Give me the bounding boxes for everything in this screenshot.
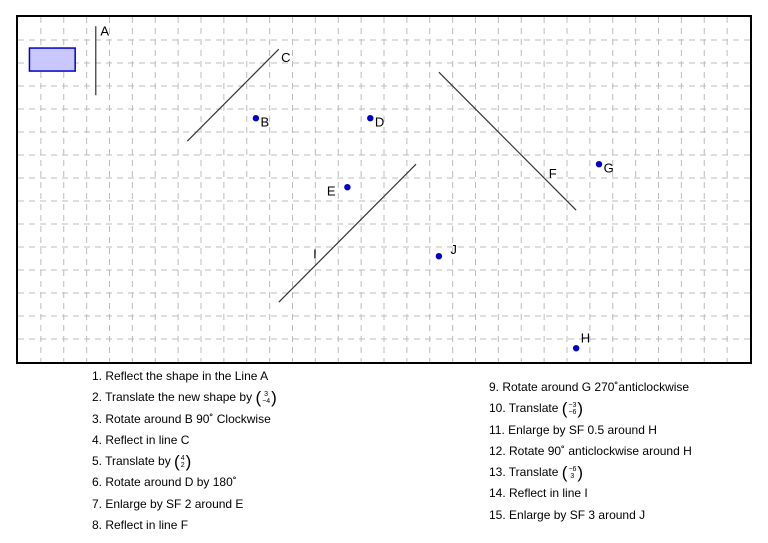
column-vector: ( −6 3 ) bbox=[561, 463, 584, 483]
instruction-item bbox=[92, 451, 277, 472]
instruction-text: 14. Reflect in line I bbox=[489, 486, 588, 501]
vector-bottom: 3 bbox=[570, 473, 575, 481]
point-label-b: B bbox=[260, 114, 270, 130]
instruction-text: 6. Rotate around D by 180˚ bbox=[92, 475, 237, 490]
point-j bbox=[436, 253, 442, 259]
line-label-f: F bbox=[548, 166, 557, 181]
instruction-item bbox=[92, 515, 277, 536]
point-label-h: H bbox=[580, 330, 591, 346]
vector-top: 4 bbox=[180, 455, 185, 463]
instruction-item bbox=[489, 420, 692, 441]
vector-top: −6 bbox=[568, 466, 577, 474]
instruction-text: 4. Reflect in line C bbox=[92, 432, 190, 447]
point-d bbox=[367, 115, 373, 121]
instruction-text: 5. Translate by bbox=[92, 454, 175, 469]
instruction-item bbox=[489, 441, 692, 462]
instruction-item bbox=[92, 430, 277, 451]
instruction-text: 11. Enlarge by SF 0.5 around H bbox=[489, 422, 657, 437]
instruction-text: 8. Reflect in line F bbox=[92, 518, 189, 533]
instruction-item bbox=[92, 472, 277, 493]
vector-bottom: 2 bbox=[180, 462, 185, 470]
column-vector: ( 4 2 ) bbox=[174, 452, 192, 472]
point-label-g: G bbox=[603, 160, 614, 176]
instruction-item bbox=[489, 398, 692, 419]
point-label-j: J bbox=[450, 241, 457, 257]
instruction-item bbox=[92, 387, 277, 408]
line-label-c: C bbox=[281, 49, 291, 65]
instruction-item bbox=[489, 377, 692, 398]
instruction-item bbox=[92, 366, 277, 387]
instruction-item bbox=[92, 494, 277, 515]
line-label-i: I bbox=[313, 246, 317, 262]
vector-top: −3 bbox=[568, 402, 577, 410]
instruction-text: 13. Translate bbox=[489, 465, 562, 480]
point-label-d: D bbox=[374, 114, 385, 130]
instruction-item bbox=[489, 462, 692, 483]
rectangle-shape bbox=[29, 48, 75, 71]
coordinate-grid bbox=[18, 17, 750, 362]
point-g bbox=[596, 161, 602, 167]
instruction-text: 7. Enlarge by SF 2 around E bbox=[92, 496, 244, 511]
vector-bottom: −4 bbox=[262, 398, 271, 406]
instruction-text: 10. Translate bbox=[489, 401, 562, 416]
line-label-a: A bbox=[100, 23, 110, 39]
point-b bbox=[253, 115, 259, 121]
vector-bottom: −6 bbox=[568, 409, 577, 417]
instructions-list-right bbox=[489, 377, 692, 526]
instruction-item bbox=[489, 505, 692, 526]
instructions-list-left bbox=[92, 366, 277, 536]
point-e bbox=[344, 184, 350, 190]
instruction-text: 3. Rotate around B 90˚ Clockwise bbox=[92, 411, 271, 426]
column-vector: ( −3 −6 ) bbox=[561, 399, 584, 419]
point-h bbox=[573, 345, 579, 351]
instruction-text: 2. Translate the new shape by bbox=[92, 390, 256, 405]
vector-top: 3 bbox=[264, 391, 269, 399]
mirror-line-f bbox=[439, 72, 576, 210]
instruction-item bbox=[489, 483, 692, 504]
column-vector: ( 3 −4 ) bbox=[255, 388, 277, 408]
instruction-item bbox=[92, 409, 277, 430]
instruction-text: 12. Rotate 90˚ anticlockwise around H bbox=[489, 443, 692, 458]
instruction-text: 1. Reflect the shape in the Line A bbox=[92, 369, 269, 383]
instruction-text: 15. Enlarge by SF 3 around J bbox=[489, 507, 646, 522]
instruction-text: 9. Rotate around G 270˚anticlockwise bbox=[489, 380, 690, 394]
point-label-e: E bbox=[326, 183, 336, 199]
